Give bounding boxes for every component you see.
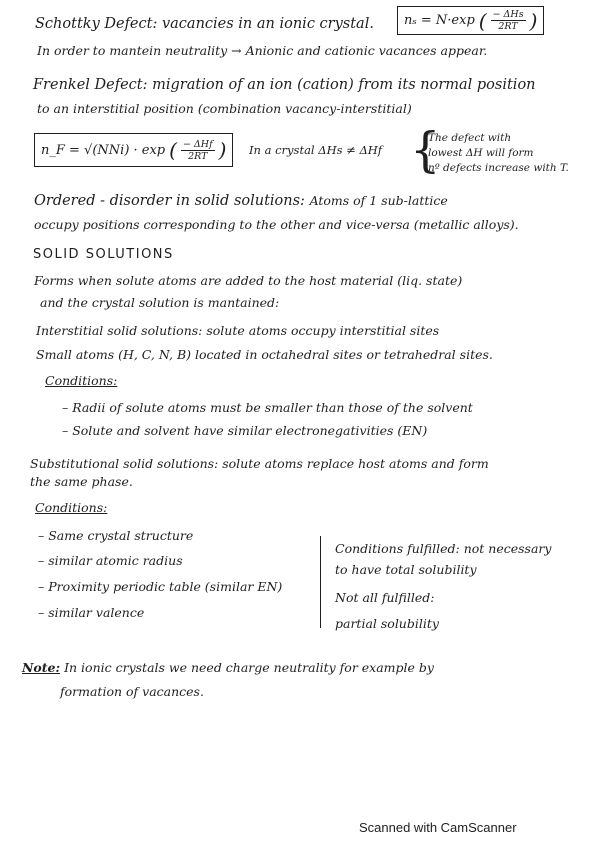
substitutional-right-1: Conditions fulfilled: not necessary <box>335 541 552 556</box>
schottky-formula-num: − ΔHs <box>492 9 524 20</box>
schottky-text: vacancies in an ionic crystal. <box>161 16 374 32</box>
substitutional-right-3: Not all fulfilled: <box>335 590 435 605</box>
frenkel-brace: { <box>410 122 441 178</box>
frenkel-line <box>33 77 536 93</box>
interstitial-condition-1: – Radii of solute atoms must be smaller than those of the solvent <box>62 400 473 415</box>
schottky-title: Schottky Defect: <box>35 16 158 32</box>
solid-solutions-heading: SOLID SOLUTIONS <box>33 247 174 262</box>
interstitial-conditions-label: Conditions: <box>45 373 118 388</box>
frenkel-formula-fraction <box>181 139 215 162</box>
frenkel-formula-num: − ΔHf <box>182 138 213 150</box>
substitutional-condition-2: – similar atomic radius <box>38 553 183 568</box>
schottky-formula-box: nₛ = N·exp ( $\frac{\text{− ΔHs}}{2RT}$ ) <box>397 6 544 35</box>
solid-line2: and the crystal solution is mantained: <box>40 295 280 310</box>
substitutional-conditions-label: Conditions: <box>35 500 108 515</box>
interstitial-line1: Interstitial solid solutions: solute atoms occupy interstitial sites <box>36 323 440 338</box>
schottky-line2: In order to mantein neutrality → Anionic and cationic vacances appear. <box>37 43 488 58</box>
note-label: Note: <box>22 660 61 675</box>
frenkel-formula-lhs: n_F = √(NNi) · exp <box>41 142 166 158</box>
conditions-divider-line <box>320 536 321 628</box>
note-line1 <box>22 660 434 676</box>
frenkel-compare: In a crystal ΔHs ≠ ΔHf <box>249 143 383 157</box>
frenkel-formula-box: n_F = √(NNi) · exp ( $\frac{\text{− ΔHf}}{2RT}$ ) <box>34 133 233 167</box>
note-line2: formation of vacances. <box>60 684 204 699</box>
substitutional-condition-4: – similar valence <box>38 605 145 620</box>
schottky-line <box>35 16 374 32</box>
schottky-formula-den: 2RT <box>498 21 518 32</box>
schottky-formula-lhs: nₛ = N·exp <box>404 13 475 28</box>
frenkel-note-2: lowest ΔH will form <box>428 147 534 159</box>
frenkel-title: Frenkel Defect: <box>33 77 148 93</box>
ordered-line <box>34 193 448 209</box>
frenkel-note-3: nº defects increase with T. <box>428 162 569 174</box>
solid-line1: Forms when solute atoms are added to the host material (liq. state) <box>34 273 463 288</box>
schottky-formula-fraction <box>491 9 526 32</box>
ordered-title: Ordered - disorder in solid solutions: <box>34 193 305 209</box>
substitutional-line2: the same phase. <box>30 474 133 489</box>
ordered-text: Atoms of 1 sub-lattice <box>309 193 448 208</box>
scanner-watermark: Scanned with CamScanner <box>359 820 517 835</box>
substitutional-condition-3: – Proximity periodic table (similar EN) <box>38 579 283 594</box>
frenkel-text: migration of an ion (cation) from its normal position <box>152 77 536 93</box>
substitutional-right-4: partial solubility <box>335 616 439 631</box>
frenkel-formula-den: 2RT <box>188 150 208 162</box>
interstitial-condition-2: – Solute and solvent have similar electronegativities (EN) <box>62 423 428 438</box>
note-text-1: In ionic crystals we need charge neutrality for example by <box>64 660 434 675</box>
substitutional-condition-1: – Same crystal structure <box>38 528 194 543</box>
interstitial-line2: Small atoms (H, C, N, B) located in octahedral sites or tetrahedral sites. <box>36 347 493 362</box>
frenkel-line2: to an interstitial position (combination vacancy-interstitial) <box>37 101 412 116</box>
ordered-line2: occupy positions corresponding to the other and vice-versa (metallic alloys). <box>34 217 519 232</box>
substitutional-line1: Substitutional solid solutions: solute atoms replace host atoms and form <box>30 456 489 471</box>
frenkel-note-1: The defect with <box>428 132 512 144</box>
substitutional-right-2: to have total solubility <box>335 562 477 577</box>
